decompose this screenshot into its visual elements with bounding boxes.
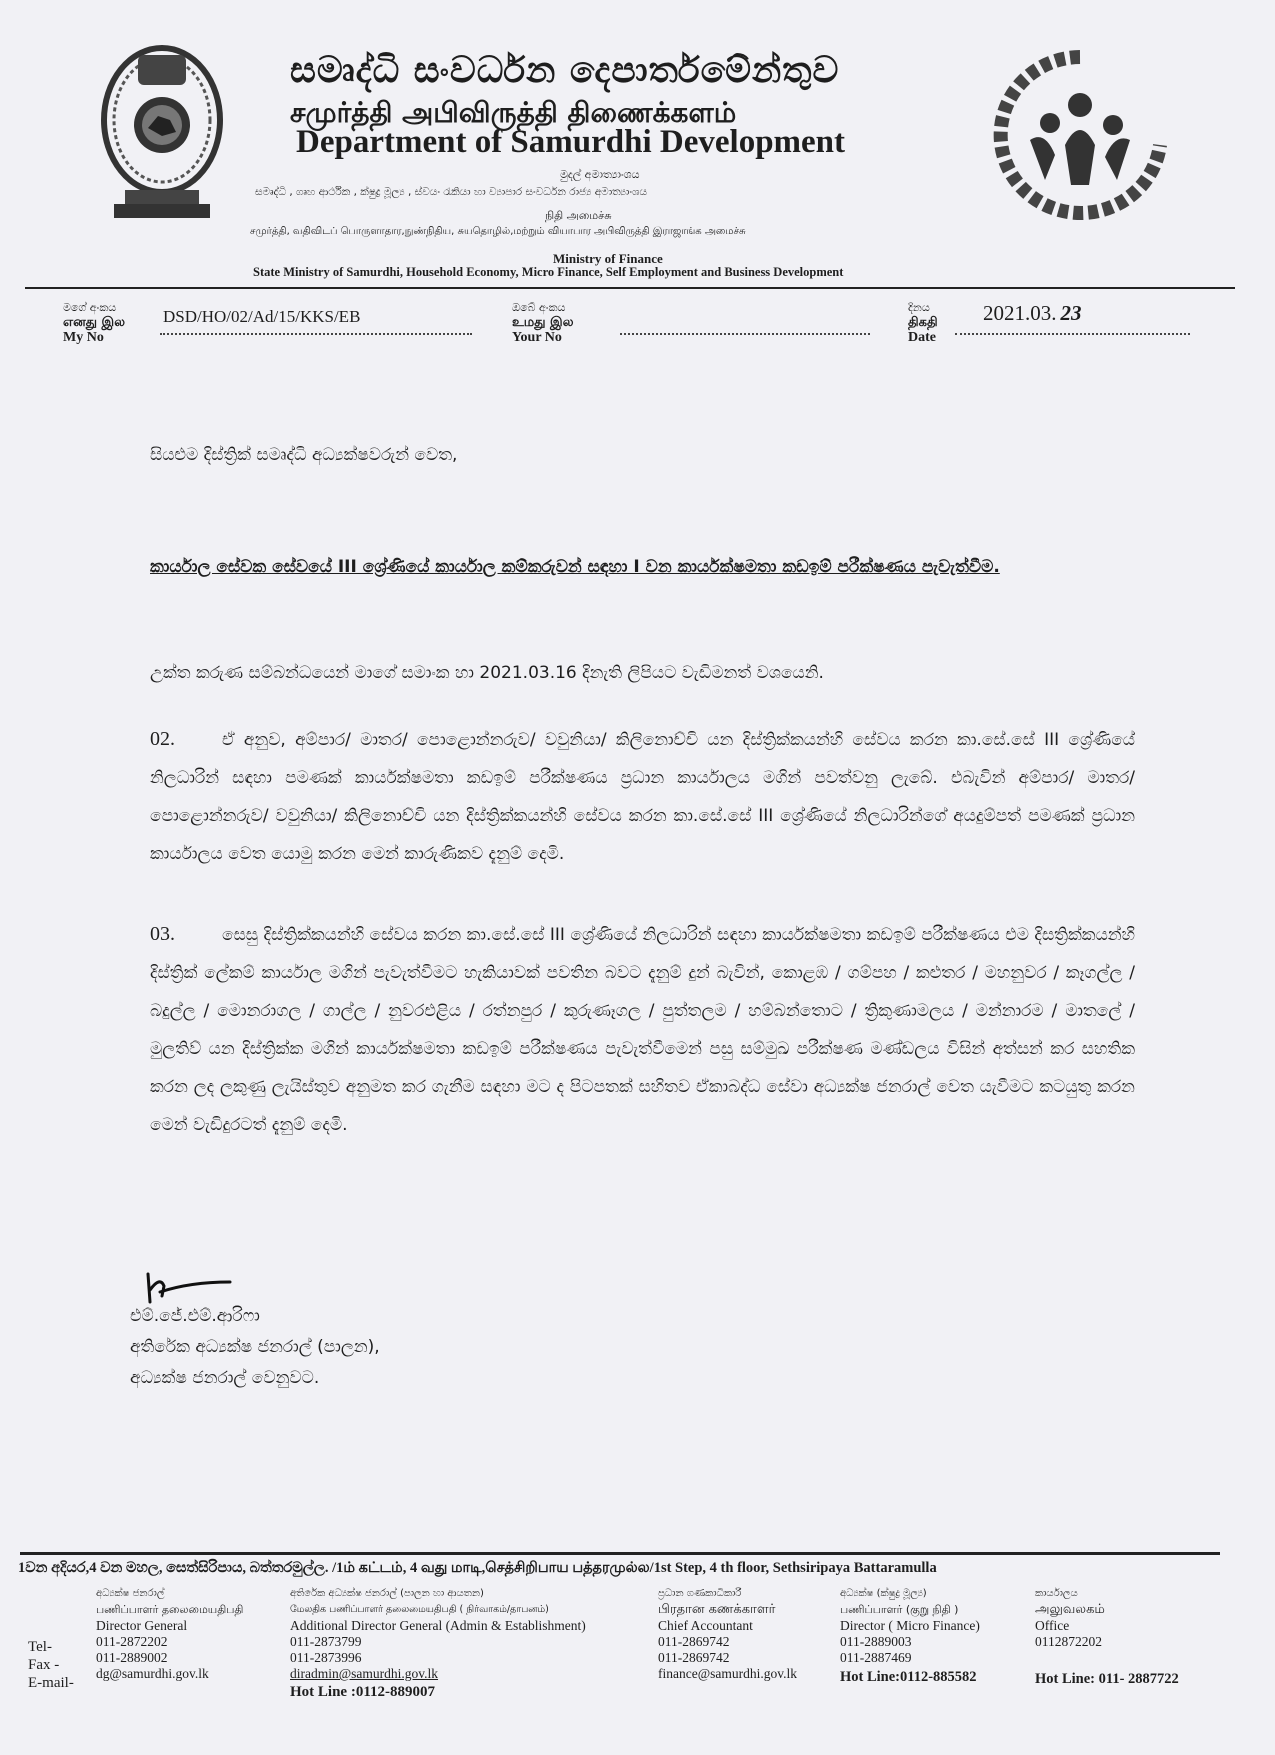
signatory-title-2: අධ්‍යක්ෂ ජනරාල් වෙනුවට.	[130, 1368, 320, 1388]
ministry-label-sinhala: මුදල් අමාත්‍යාංශය	[560, 168, 640, 181]
your-no-label: ඔබේ අංකය உமது இல Your No	[512, 301, 574, 345]
paragraph-2-text: ඒ අනුව, අම්පාර/ මාතර/ පොළොන්නරුව/ වවුනියා/ කිලිනොච්චි යන දිස්ත්‍රික්කයන්හි සේවය කරන කා.සේ.සේ III ශ්‍රේණියේ නිලධාරින් සඳහා පමණක් කාර්යක්ෂමතා කඩඉම් පරීක්ෂණය ප්‍රධාන කාර්යාලය මගින් පවත්වනු ලැබේ. එබැවින් අම්පාර/ මාතර/ පොළොන්නරුව/ වවුනියා/ කිලිනොච්චි යන දිස්ත්‍රික්කයන්හි සේවය කරන කා.සේ.සේ III ශ්‍රේණියේ නිලධාරින්ගේ අයදුම්පත් පමණක් ප්‍රධාන කාර්යාලය වෙත යොමු කරන මෙන් කාරුණිකව දැනුම් දෙමි.	[150, 730, 1135, 864]
my-no-dotted-line	[160, 333, 472, 335]
ministry-label-tamil: நிதி அமைச்சு	[545, 209, 612, 222]
hotline: Hot Line: 011- 2887722	[1035, 1671, 1179, 1687]
addressee: සියළුම දිස්ත්‍රික් සමෘද්ධි අධ්‍යක්ෂවරුන් වෙත,	[150, 445, 458, 465]
paragraph-2	[150, 720, 1135, 873]
footer-contact-director-micro-finance: අධ්‍යක්ෂ (ක්ෂුද්‍ර මූල්‍ය) பணிப்பாளர் (குறு நிதி ) Director ( Micro Finance) 011-2889003 011-2887469 Hot Line:0112-885582	[840, 1586, 1025, 1685]
footer-row-labels: Tel- Fax - E-mail-	[28, 1639, 74, 1691]
your-no-dotted-line	[620, 333, 870, 335]
samurdhi-logo	[985, 45, 1175, 220]
header-divider	[25, 287, 1235, 289]
department-title-english: Department of Samurdhi Development	[296, 124, 846, 160]
date-value: 2021.03. 23	[983, 301, 1082, 325]
state-ministry-english: State Ministry of Samurdhi, Household Economy, Micro Finance, Self Employment and Business Development	[253, 265, 844, 279]
hotline: Hot Line:0112-885582	[840, 1669, 977, 1685]
hotline: Hot Line :0112-889007	[290, 1684, 435, 1700]
ministry-english: Ministry of Finance	[553, 251, 663, 266]
footer-contact-chief-accountant: ප්‍රධාන ගණකාධිකාරී பிரதான கணக்காளர் Chief Accountant 011-2869742 011-2869742 finance@samurdhi.gov.lk	[658, 1586, 838, 1682]
letter-subject: කාර්යාල සේවක සේවයේ III ශ්‍රේණියේ කාර්යාල කම්කරුවන් සඳහා I වන කාර්යක්ෂමතා කඩඉම් පරීක්ෂණය පැවැත්වීම.	[150, 557, 1000, 577]
email-link[interactable]: diradmin@samurdhi.gov.lk	[290, 1666, 439, 1681]
state-ministry-tamil: சமுர்த்தி, வதிவிடப் பொருளாதார,நுண்நிதிய, சுயதொழில்,மற்றும் வியாபார அபிவிருத்தி இராஜாங்க அமைச்சு	[250, 226, 746, 237]
paragraph-3-number: 03.	[150, 923, 175, 945]
email-link[interactable]: dg@samurdhi.gov.lk	[96, 1666, 209, 1681]
paragraph-2-number: 02.	[150, 728, 175, 750]
footer-address: 1වන අදියර,4 වන මහල, සෙත්සිරිපාය, බත්තරමුල්ල. /1ம் கட்டம், 4 வது மாடி,செத்சிறிபாய பத்தரமுல்ல/1st Step, 4 th floor, Sethsiripaya Battaramulla	[18, 1560, 937, 1576]
footer-contact-director-general: අධ්‍යක්ෂ ජනරාල් பணிப்பாளர் தலைமையதிபதி Director General 011-2872202 011-2889002 dg@samurdhi.gov.lk	[96, 1586, 286, 1682]
footer-contact-office: කාර්යාලය அலுவலகம் Office 0112872202 Hot Line: 011- 2887722	[1035, 1586, 1235, 1687]
state-ministry-sinhala: සමෘද්ධි , ගෘහ ආර්ථික , ක්ෂුද්‍ර මූල්‍ය , ස්වයං රැකියා හා ව්‍යාපාර සංවර්ධන රාජ්‍ය අමාත්‍යාංශය	[255, 186, 648, 198]
email-link[interactable]: finance@samurdhi.gov.lk	[658, 1666, 798, 1681]
signatory-name: එම්.ජේ.එම්.ආරිෆා	[130, 1306, 260, 1326]
date-label: දිනය திகதி Date	[908, 301, 938, 345]
department-title-tamil: சமுர்த்தி அபிவிருத்தி திணைக்களம்	[290, 96, 737, 129]
national-emblem-logo	[100, 40, 225, 225]
date-handwritten-day: 23	[1060, 301, 1082, 325]
department-title-sinhala: සමෘද්ධි සංවර්ධන දෙපාර්තමේන්තුව	[290, 50, 840, 91]
my-no-label: මගේ අංකය எனது இல My No	[63, 301, 125, 345]
paragraph-3-text: සෙසු දිස්ත්‍රික්කයන්හි සේවය කරන කා.සේ.සේ III ශ්‍රේණියේ නිලධාරින් සඳහා කාර්යක්ෂමතා කඩඉම් පරීක්ෂණය එම දිසත්‍රික්කයන්හි දිස්ත්‍රික් ලේකම් කාර්යාල මගින් පැවැත්වීමට හැකියාවක් පවතින බවට දැනුම් දුන් බැවින්, කොළඹ / ගම්පහ / කළුතර / මහනුවර / කෑගල්ල / බදුල්ල / මොනරාගල / ගාල්ල / නුවරඑළිය / රත්නපුර / කුරුණෑගල / පුත්තලම / හම්බන්තොට / ත්‍රිකුණාමලය / මන්නාරම / මාතලේ / මුලතිව් යන දිස්ත්‍රික්ක මගින් කාර්යක්ෂමතා කඩඉම් පරීක්ෂණය පැවැත්වීමෙන් පසු සම්මුඛ පරීක්ෂණ මණ්ඩලය විසින් අත්සන් කර සහතික කරන ලද ලකුණු ලැයිස්තුව අනුමත කර ගැනීම සඳහා මට ද පිටපතක් සහිතව ඒකාබද්ධ සේවා අධ්‍යක්ෂ ජනරාල් වෙත යැවීමට කටයුතු කරන මෙන් වැඩිදුරටත් දැනුම් දෙමි.	[150, 925, 1135, 1135]
handwritten-signature	[140, 1268, 240, 1308]
letter-intro: උක්ත කරුණ සම්බන්ධයෙන් මාගේ සමාංක හා 2021.03.16 දිනැති ලිපියට වැඩිමනත් වශයෙනි.	[150, 663, 824, 683]
date-dotted-line	[955, 333, 1190, 335]
my-no-value: DSD/HO/02/Ad/15/KKS/EB	[163, 307, 361, 326]
footer-divider	[20, 1552, 1220, 1555]
footer-contact-addl-director-general: අතිරේක අධ්‍යක්ෂ ජනරාල් (පාලන හා ආයතන) மேலதிக பணிப்பாளர் தலைமையதிபதி ( நிர்வாகம்/தாபனம்) Additional Director General (Admin & Establishment) 011-2873799 011-2873996 diradmin@samurdhi.gov.lk Hot Line :0112-889007	[290, 1586, 650, 1700]
paragraph-3	[150, 915, 1135, 1144]
signatory-title-1: අතිරේක අධ්‍යක්ෂ ජනරාල් (පාලන),	[130, 1337, 380, 1357]
